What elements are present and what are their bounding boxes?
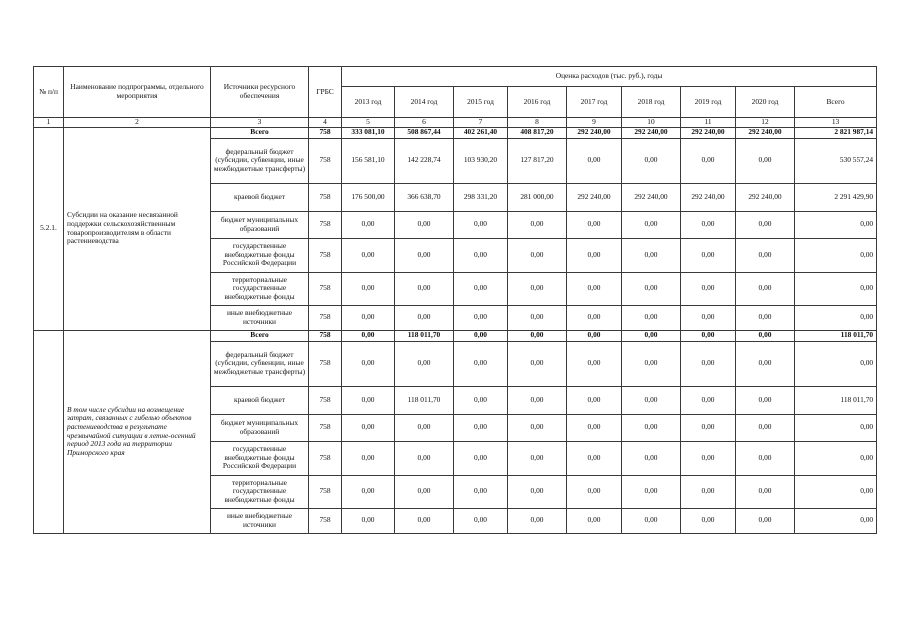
year-value: 0,00 — [736, 475, 795, 508]
year-value: 0,00 — [342, 414, 395, 441]
funding-source: территориальные государственные внебюджетные фонды — [211, 475, 309, 508]
year-value: 0,00 — [681, 138, 736, 183]
col-name-header: Наименование подпрограммы, отдельного мероприятия — [64, 67, 211, 118]
year-value: 0,00 — [736, 330, 795, 341]
year-value: 0,00 — [567, 341, 622, 386]
total-value: 0,00 — [795, 441, 877, 475]
year-value: 0,00 — [342, 441, 395, 475]
funding-source: бюджет муниципальных образований — [211, 211, 309, 238]
year-value: 292 240,00 — [681, 183, 736, 211]
total-value: 0,00 — [795, 238, 877, 272]
grbs-code: 758 — [309, 272, 342, 305]
year-value: 292 240,00 — [567, 183, 622, 211]
funding-source: государственные внебюджетные фонды Российской Федерации — [211, 238, 309, 272]
year-value: 0,00 — [736, 508, 795, 533]
total-value: 118 011,70 — [795, 330, 877, 341]
year-value: 118 011,70 — [395, 386, 454, 414]
table-body — [34, 127, 877, 533]
year-value: 0,00 — [342, 341, 395, 386]
year-value: 333 081,10 — [342, 127, 395, 138]
item-number: 5.2.1. — [34, 127, 64, 330]
year-value: 0,00 — [508, 341, 567, 386]
year-value: 0,00 — [395, 238, 454, 272]
year-header: 2013 год — [342, 87, 395, 118]
year-value: 0,00 — [454, 330, 508, 341]
funding-source: федеральный бюджет (субсидии, субвенции, иные межбюджетные трансферты) — [211, 138, 309, 183]
grbs-code: 758 — [309, 183, 342, 211]
year-value: 0,00 — [681, 386, 736, 414]
year-value: 0,00 — [681, 508, 736, 533]
column-number: 9 — [567, 118, 622, 128]
year-value: 0,00 — [567, 386, 622, 414]
year-value: 0,00 — [736, 238, 795, 272]
year-value: 0,00 — [508, 211, 567, 238]
column-number: 4 — [309, 118, 342, 128]
year-value: 292 240,00 — [622, 127, 681, 138]
year-value: 0,00 — [622, 138, 681, 183]
year-value: 0,00 — [342, 475, 395, 508]
year-value: 0,00 — [395, 341, 454, 386]
year-value: 0,00 — [736, 441, 795, 475]
year-value: 0,00 — [736, 305, 795, 330]
year-value: 0,00 — [567, 475, 622, 508]
grbs-code: 758 — [309, 508, 342, 533]
grbs-code: 758 — [309, 138, 342, 183]
column-number: 1 — [34, 118, 64, 128]
year-value: 0,00 — [342, 238, 395, 272]
year-value: 0,00 — [622, 211, 681, 238]
year-value: 0,00 — [681, 305, 736, 330]
year-header: 2018 год — [622, 87, 681, 118]
year-value: 0,00 — [736, 138, 795, 183]
grbs-code: 758 — [309, 330, 342, 341]
year-value: 0,00 — [454, 305, 508, 330]
year-value: 156 581,10 — [342, 138, 395, 183]
year-value: 0,00 — [567, 508, 622, 533]
year-value: 0,00 — [567, 238, 622, 272]
year-value: 0,00 — [681, 272, 736, 305]
funding-source: Всего — [211, 127, 309, 138]
year-value: 0,00 — [508, 475, 567, 508]
column-number: 3 — [211, 118, 309, 128]
column-number: 2 — [64, 118, 211, 128]
year-value: 0,00 — [622, 330, 681, 341]
year-value: 0,00 — [454, 414, 508, 441]
column-numbers-row — [34, 118, 877, 128]
year-value: 0,00 — [681, 414, 736, 441]
year-value: 176 500,00 — [342, 183, 395, 211]
grbs-code: 758 — [309, 211, 342, 238]
total-value: 530 557,24 — [795, 138, 877, 183]
year-value: 292 240,00 — [736, 183, 795, 211]
year-value: 0,00 — [454, 341, 508, 386]
year-value: 0,00 — [681, 330, 736, 341]
year-value: 0,00 — [681, 341, 736, 386]
year-value: 0,00 — [567, 211, 622, 238]
total-value: 0,00 — [795, 341, 877, 386]
program-name: В том числе субсидии на возмещение затрат, связанных с гибелью объектов растениеводства в результате чрезвычайной ситуации в летне-осенний период 2013 года на территории Приморского края — [64, 330, 211, 533]
year-value: 0,00 — [395, 305, 454, 330]
funding-source: территориальные государственные внебюджетные фонды — [211, 272, 309, 305]
year-value: 0,00 — [454, 272, 508, 305]
year-value: 0,00 — [508, 441, 567, 475]
year-value: 127 817,20 — [508, 138, 567, 183]
col-source-header: Источники ресурсного обеспечения — [211, 67, 309, 118]
table-row — [34, 127, 877, 138]
year-value: 0,00 — [395, 414, 454, 441]
year-value: 292 240,00 — [681, 127, 736, 138]
total-value: 2 291 429,90 — [795, 183, 877, 211]
year-value: 0,00 — [508, 414, 567, 441]
table-row — [34, 330, 877, 341]
year-value: 0,00 — [567, 330, 622, 341]
column-number: 8 — [508, 118, 567, 128]
funding-source: государственные внебюджетные фонды Российской Федерации — [211, 441, 309, 475]
year-value: 292 240,00 — [567, 127, 622, 138]
year-value: 0,00 — [681, 475, 736, 508]
year-value: 0,00 — [342, 508, 395, 533]
year-value: 0,00 — [395, 508, 454, 533]
year-value: 0,00 — [342, 211, 395, 238]
program-name: Субсидии на оказание несвязанной поддержки сельскохозяйственным товаропроизводителям в области растениеводства — [64, 127, 211, 330]
year-value: 0,00 — [622, 305, 681, 330]
year-value: 292 240,00 — [736, 127, 795, 138]
year-value: 0,00 — [736, 211, 795, 238]
year-header: 2015 год — [454, 87, 508, 118]
year-value: 0,00 — [622, 475, 681, 508]
funding-source: федеральный бюджет (субсидии, субвенции, иные межбюджетные трансферты) — [211, 341, 309, 386]
funding-source: Всего — [211, 330, 309, 341]
year-header: 2020 год — [736, 87, 795, 118]
year-value: 0,00 — [622, 238, 681, 272]
total-value: 0,00 — [795, 211, 877, 238]
year-value: 0,00 — [736, 386, 795, 414]
column-number: 5 — [342, 118, 395, 128]
year-value: 0,00 — [454, 441, 508, 475]
year-value: 0,00 — [454, 211, 508, 238]
year-value: 0,00 — [567, 138, 622, 183]
total-value: 0,00 — [795, 414, 877, 441]
year-value: 0,00 — [622, 414, 681, 441]
col-grbs-header: ГРБС — [309, 67, 342, 118]
year-value: 0,00 — [508, 238, 567, 272]
year-value: 103 930,20 — [454, 138, 508, 183]
year-value: 0,00 — [508, 305, 567, 330]
year-value: 0,00 — [567, 441, 622, 475]
total-value: 0,00 — [795, 475, 877, 508]
year-header: 2017 год — [567, 87, 622, 118]
year-value: 508 867,44 — [395, 127, 454, 138]
year-value: 408 817,20 — [508, 127, 567, 138]
year-value: 0,00 — [508, 272, 567, 305]
col-estimate-header: Оценка расходов (тыс. руб.), годы — [342, 67, 877, 87]
year-value: 118 011,70 — [395, 330, 454, 341]
funding-source: иные внебюджетные источники — [211, 508, 309, 533]
item-number — [34, 330, 64, 533]
year-value: 0,00 — [454, 508, 508, 533]
year-value: 281 000,00 — [508, 183, 567, 211]
year-value: 0,00 — [622, 341, 681, 386]
year-value: 0,00 — [508, 330, 567, 341]
year-value: 0,00 — [395, 211, 454, 238]
year-header: 2016 год — [508, 87, 567, 118]
year-value: 0,00 — [454, 238, 508, 272]
budget-table — [33, 66, 877, 534]
year-value: 366 638,70 — [395, 183, 454, 211]
year-value: 0,00 — [395, 272, 454, 305]
column-number: 7 — [454, 118, 508, 128]
total-value: 118 011,70 — [795, 386, 877, 414]
year-value: 402 261,40 — [454, 127, 508, 138]
funding-source: иные внебюджетные источники — [211, 305, 309, 330]
year-value: 0,00 — [508, 508, 567, 533]
year-value: 0,00 — [342, 330, 395, 341]
year-value: 0,00 — [622, 441, 681, 475]
year-value: 298 331,20 — [454, 183, 508, 211]
column-number: 11 — [681, 118, 736, 128]
total-value: 0,00 — [795, 508, 877, 533]
year-value: 0,00 — [681, 238, 736, 272]
funding-source: краевой бюджет — [211, 183, 309, 211]
year-value: 0,00 — [342, 272, 395, 305]
grbs-code: 758 — [309, 441, 342, 475]
year-value: 0,00 — [508, 386, 567, 414]
year-value: 0,00 — [622, 386, 681, 414]
year-value: 0,00 — [622, 508, 681, 533]
total-value: 0,00 — [795, 305, 877, 330]
year-value: 0,00 — [681, 211, 736, 238]
column-number: 12 — [736, 118, 795, 128]
grbs-code: 758 — [309, 238, 342, 272]
year-value: 0,00 — [567, 272, 622, 305]
grbs-code: 758 — [309, 414, 342, 441]
year-value: 0,00 — [342, 386, 395, 414]
total-value: 2 821 987,14 — [795, 127, 877, 138]
year-value: 0,00 — [736, 414, 795, 441]
grbs-code: 758 — [309, 475, 342, 508]
column-number: 13 — [795, 118, 877, 128]
column-number: 6 — [395, 118, 454, 128]
funding-source: краевой бюджет — [211, 386, 309, 414]
grbs-code: 758 — [309, 386, 342, 414]
year-value: 0,00 — [454, 386, 508, 414]
year-header: 2019 год — [681, 87, 736, 118]
col-num-header: № п/п — [34, 67, 64, 118]
year-value: 0,00 — [342, 305, 395, 330]
funding-source: бюджет муниципальных образований — [211, 414, 309, 441]
grbs-code: 758 — [309, 127, 342, 138]
year-value: 0,00 — [622, 272, 681, 305]
table-header — [34, 67, 877, 128]
year-header: Всего — [795, 87, 877, 118]
total-value: 0,00 — [795, 272, 877, 305]
year-value: 0,00 — [567, 414, 622, 441]
year-value: 142 228,74 — [395, 138, 454, 183]
year-value: 292 240,00 — [622, 183, 681, 211]
grbs-code: 758 — [309, 341, 342, 386]
year-value: 0,00 — [567, 305, 622, 330]
year-value: 0,00 — [681, 441, 736, 475]
year-value: 0,00 — [454, 475, 508, 508]
year-value: 0,00 — [395, 475, 454, 508]
year-value: 0,00 — [736, 341, 795, 386]
column-number: 10 — [622, 118, 681, 128]
year-value: 0,00 — [395, 441, 454, 475]
year-header: 2014 год — [395, 87, 454, 118]
grbs-code: 758 — [309, 305, 342, 330]
year-value: 0,00 — [736, 272, 795, 305]
